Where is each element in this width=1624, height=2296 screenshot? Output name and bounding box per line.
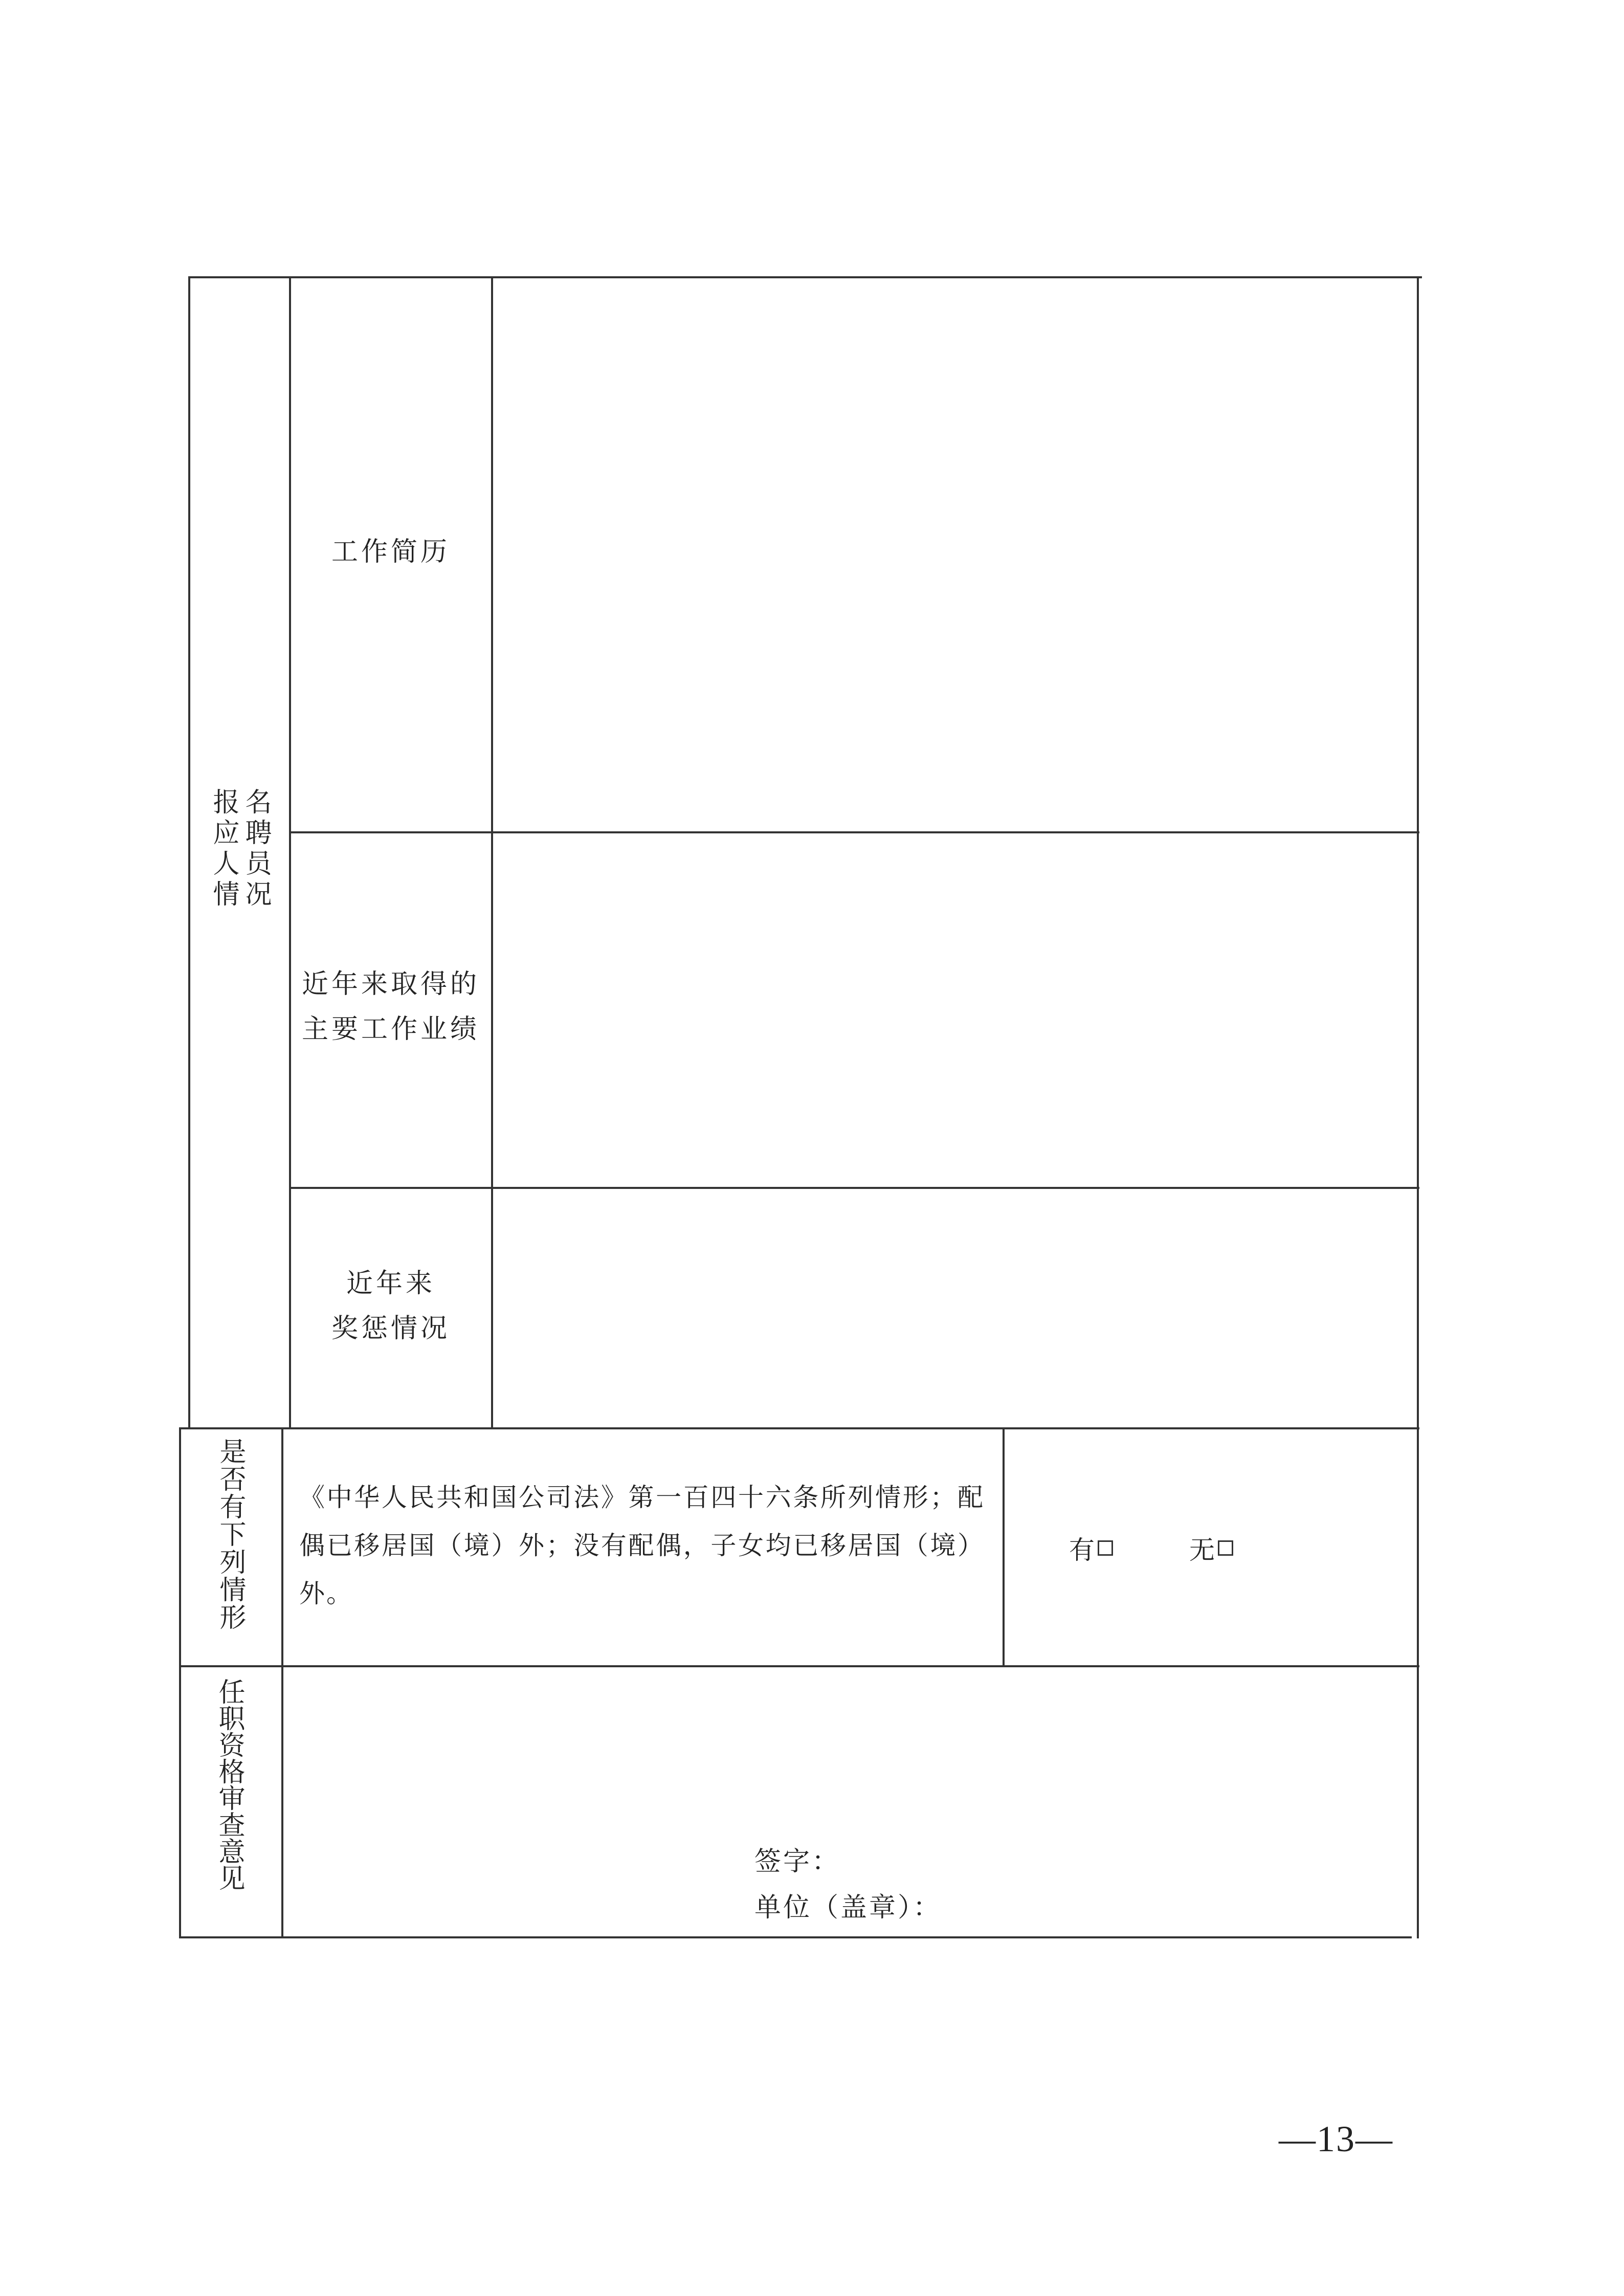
- rewards-label: [291, 1261, 491, 1351]
- achievements-label-line2: 主要工作业绩: [301, 1014, 480, 1045]
- signature-label: 签字：: [754, 1846, 841, 1877]
- form-left-border: [188, 276, 190, 1427]
- option-no-label: 无: [1189, 1535, 1216, 1565]
- qualification-form: [179, 276, 1422, 1939]
- option-no[interactable]: [1189, 1530, 1233, 1566]
- form-bottom-border: [179, 1936, 1412, 1938]
- row-divider-1: [289, 831, 1419, 833]
- col-divider-label: [289, 276, 291, 1427]
- achievements-label: [291, 962, 491, 1052]
- form-left-border-lower: [179, 1427, 181, 1938]
- review-section-label: 任职资格审查意见: [214, 1678, 244, 1891]
- option-no-checkbox[interactable]: [1218, 1540, 1233, 1556]
- situation-option-divider: [1003, 1427, 1005, 1665]
- page-number: —13—: [1279, 2118, 1393, 2159]
- rewards-label-line2: 奖惩情况: [331, 1313, 450, 1344]
- option-yes-checkbox[interactable]: [1098, 1540, 1113, 1556]
- section-divider-1: [179, 1427, 1419, 1429]
- col-divider-content: [491, 276, 493, 1427]
- unit-seal-label: 单位（盖章）：: [754, 1892, 942, 1923]
- situation-clause-text: 《中华人民共和国公司法》第一百四十六条所列情形；配偶已移居国（境）外；没有配偶，子女均已移居国（境）外。: [299, 1483, 985, 1608]
- form-right-border: [1417, 276, 1419, 1938]
- form-top-border: [189, 276, 1422, 278]
- achievements-label-line1: 近年来取得的: [301, 969, 480, 1000]
- situation-section-label: 是否有下列情形: [215, 1438, 246, 1631]
- applicant-section-label-col1: 报应人情: [208, 788, 239, 911]
- option-yes-label: 有: [1069, 1535, 1096, 1565]
- option-yes[interactable]: [1069, 1530, 1113, 1566]
- rewards-label-line1: 近年来: [346, 1268, 435, 1299]
- situation-label-divider: [281, 1427, 283, 1938]
- row-divider-2: [289, 1187, 1419, 1189]
- work-history-label: 工作简历: [331, 537, 450, 567]
- section-divider-2: [179, 1665, 1419, 1667]
- applicant-section-label-col2: 名聘员况: [240, 788, 271, 911]
